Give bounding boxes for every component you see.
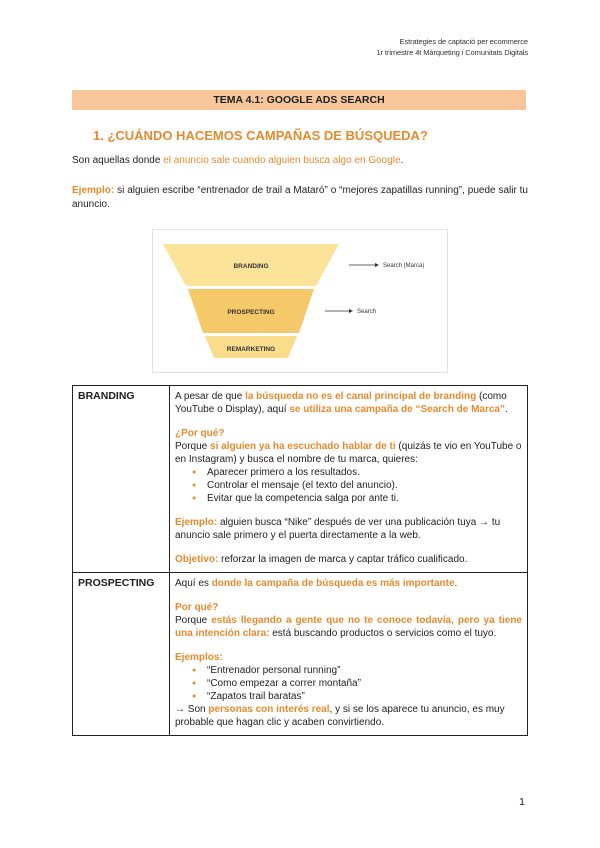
example-text: si alguien escribe “entrenador de trail a Mataró” o “mejores zapatillas running”, puede salir tu anuncio. [72, 185, 528, 210]
branding-bullets [175, 466, 522, 505]
section-title: 1. ¿CUÁNDO HACEMOS CAMPAÑAS DE BÚSQUEDA? [93, 128, 428, 143]
list-item: ● Evitar que la competencia salga por ante ti. [207, 492, 522, 505]
branding-intro-a: A pesar de que [175, 391, 246, 402]
prospecting-intro-a: Aquí es [175, 578, 212, 589]
row-content-branding [170, 386, 528, 573]
prospecting-why-b: está buscando productos o servicios como el tuyo. [269, 628, 497, 639]
list-item: ● Aparecer primero a los resultados. [207, 466, 522, 479]
prospecting-conclusion-a: → Son [175, 704, 209, 715]
branding-objective [175, 553, 522, 566]
table-row-branding [73, 386, 528, 573]
branding-intro [175, 390, 522, 416]
branding-intro-b: (como YouTube o Display), aquí [175, 391, 507, 415]
intro-highlight: el anuncio sale cuando alguien busca algo en Google [163, 155, 401, 166]
strategy-table [72, 385, 528, 736]
branding-intro-c: . [504, 404, 508, 415]
page-header [376, 36, 528, 58]
row-label-prospecting: PROSPECTING [73, 573, 170, 736]
branding-why-a: Porque [175, 441, 211, 452]
example-paragraph [72, 184, 528, 212]
funnel-label-prospecting: PROSPECTING [227, 309, 275, 316]
arrow-label-prospecting: Search [357, 309, 377, 315]
header-line-1: Estrategies de captació per ecommerce [399, 37, 528, 46]
funnel-figure [152, 229, 448, 373]
prospecting-intro-b: . [454, 578, 458, 589]
branding-example-label: Ejemplo: [175, 517, 218, 528]
intro-paragraph [72, 154, 528, 168]
list-item: ● “Entrenador personal running” [207, 664, 522, 677]
funnel-svg [153, 230, 447, 372]
prospecting-intro-highlight: donde la campaña de búsqueda es más importante [211, 578, 455, 589]
prospecting-examples [175, 651, 522, 729]
table-row-prospecting [73, 573, 528, 736]
prospecting-examples-label: Ejemplos: [175, 652, 223, 663]
funnel-label-branding: BRANDING [233, 263, 269, 270]
example-label: Ejemplo: [72, 185, 115, 196]
prospecting-conclusion [175, 703, 522, 729]
header-line-2: 1r trimestre 4t Màrqueting i Comunitats Digitals [376, 48, 528, 57]
prospecting-why-a: Porque [175, 615, 212, 626]
prospecting-why-highlight: estás llegando a gente que no te conoce todavía, pero ya tiene una intención clara: [175, 615, 522, 639]
prospecting-why [175, 601, 522, 640]
row-content-prospecting [170, 573, 528, 736]
arrow-label-branding: Search (Marca) [383, 263, 425, 269]
branding-why-highlight: si alguien ya ha escuchado hablar de ti [210, 441, 396, 452]
branding-why-b: (quizás te vio en YouTube o en Instagram) y busca el nombre de tu marca, quieres: [175, 441, 522, 465]
page-number: 1 [519, 796, 525, 808]
branding-objective-text: reforzar la imagen de marca y captar tráfico cualificado. [218, 554, 468, 565]
branding-objective-label: Objetivo: [175, 554, 219, 565]
list-item: ● “Como empezar a correr montaña” [207, 677, 522, 690]
intro-post: . [400, 155, 404, 166]
intro-pre: Son aquellas donde [72, 155, 164, 166]
branding-intro-highlight-1: la búsqueda no es el canal principal de branding [245, 391, 477, 402]
prospecting-conclusion-highlight: personas con interés real [208, 704, 330, 715]
topic-title-band: TEMA 4.1: GOOGLE ADS SEARCH [72, 90, 526, 110]
list-item: ● “Zapatos trail baratas” [207, 690, 522, 703]
list-item: ● Controlar el mensaje (el texto del anuncio). [207, 479, 522, 492]
prospecting-conclusion-b: , y si se los aparece tu anuncio, es muy probable que hagan clic y acaben convirtiendo. [175, 704, 505, 728]
branding-example [175, 516, 522, 542]
row-label-branding: BRANDING [73, 386, 170, 573]
prospecting-intro [175, 577, 522, 590]
branding-intro-highlight-2: se utiliza una campaña de “Search de Marca” [289, 404, 505, 415]
arrow-head-branding [375, 263, 379, 267]
prospecting-why-text [175, 614, 522, 640]
prospecting-why-label: Por qué? [175, 602, 219, 613]
funnel-label-remarketing: REMARKETING [226, 346, 276, 353]
branding-why-label: ¿Por qué? [175, 428, 225, 439]
branding-why [175, 427, 522, 505]
branding-why-text [175, 440, 522, 466]
arrow-head-prospecting [349, 309, 353, 313]
prospecting-bullets [175, 664, 522, 703]
branding-example-text: alguien busca “Nike” después de ver una publicación tuya → tu anuncio sale primero y el puerta directamente a la web. [175, 517, 501, 541]
